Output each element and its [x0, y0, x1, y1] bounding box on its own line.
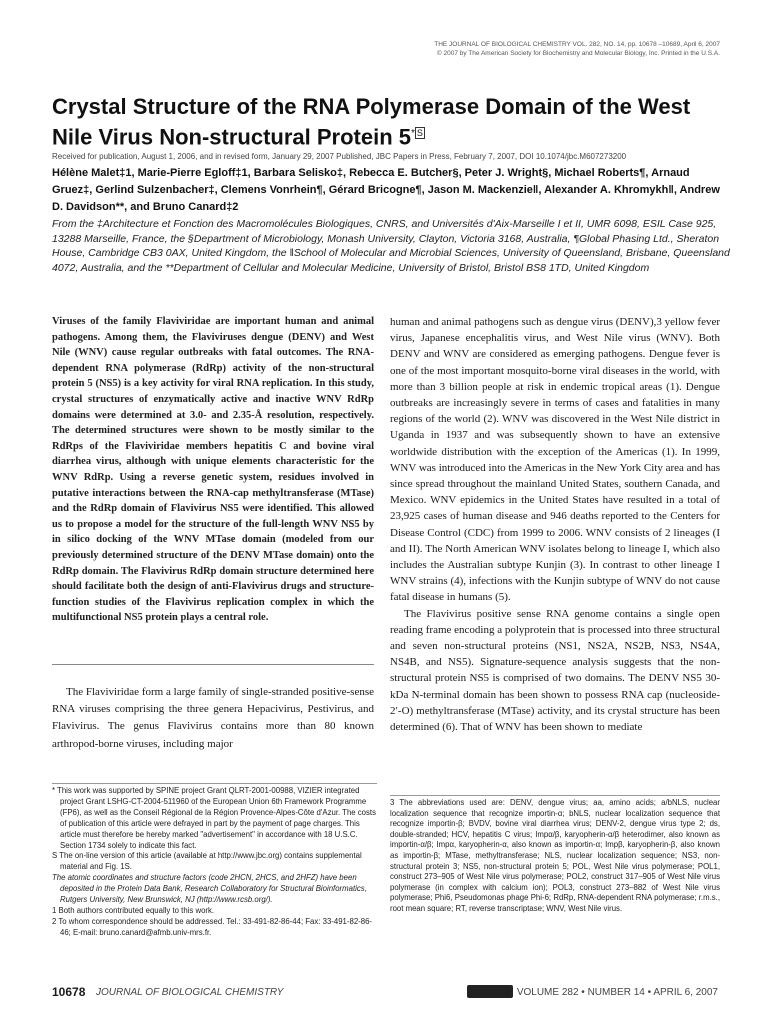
affiliations: From the ‡Architecture et Fonction des Macromolécules Biologiques, CNRS, and Universités d'Aix-Marseille I et II, UMR 6098, ESIL Case 925, 13288 Marseille, France, the §Department of Microbiology, Monash University, Clayton, Victoria 3168, Australia, ¶Global Phasing Ltd., Sheraton House, Cambridge CB3 0AX, United Kingdom, the ‖School of Molecular and Microbial Sciences, University of Queensland, Brisbane, Queensland 4072, Australia, and the **Department of Cellular and Molecular Medicine, University of Bristol, Bristol BS8 1TD, United Kingdom: [52, 218, 730, 274]
equal-contribution-footnote: 1 Both authors contributed equally to this work.: [52, 905, 215, 915]
coordinates-footnote: The atomic coordinates and structure factors (code 2HCN, 2HCS, and 2HFZ) have been deposited in the Protein Data Bank, Research Collaboratory for Structural Bioinformatics, Rutgers University, New Brunswick, NJ (http://www.rcsb.org/).: [52, 873, 367, 905]
footer-journal-name: JOURNAL OF BIOLOGICAL CHEMISTRY: [96, 987, 284, 998]
page-number: 10678: [52, 985, 86, 999]
right-column-body: [390, 314, 720, 735]
abstract: Viruses of the family Flaviviridae are important human and animal pathogens. Among them, the Flaviviruses dengue (DENV) and West Nile (WNV) cause regular outbreaks with fatal outcomes. The RNA-dependent RNA polymerase (RdRp) activity of the non-structural protein 5 (NS5) is a key activity for viral RNA replication. In this study, crystal structures of enzymatically active and inactive WNV RdRp domains were determined at 3.0- and 2.35-Å resolution, respectively. The determined structures were shown to be mostly similar to the RdRps of the Flaviviridae members hepatitis C and bovine viral diarrhea virus, although with unique elements characteristic for the WNV RdRp. Using a reverse genetic system, residues involved in putative interactions between the RNA-cap methyltransferase (MTase) and the RdRp domain of Flavivirus NS5 were identified. This allowed us to propose a model for the structure of the full-length WNV NS5 by in silico docking of the WNV MTase domain (modeled from our previously determined structure of the DENV MTase domain) onto the RdRp domain. The Flavivirus RdRp domain structure determined here should facilitate both the design of anti-Flavivirus drugs and structure-function studies of the Flavivirus replication complex in which the multifunctional NS5 protein plays a central role.: [52, 316, 374, 624]
abbreviations-footnote: 3 The abbreviations used are: DENV, dengue virus; aa, amino acids; a/bNLS, nuclear localization sequence that recognize importin-α; bNLS, nuclear localization sequence that recognize importin-β; BVDV, bovine viral diarrhea virus; DENV-2, dengue virus type 2; ds, double-stranded; HCV, hepatitis C virus; Impα/β, karyopherin-α/β heterodimer, also known as importin-α/β; Impα, karyopherin-α, also known as importin-α; Impβ, karyopherin-β, also known as importin-β; MTase, methyltransferase; NLS, nuclear localization sequence; NS3, non-structural protein 3; NS5, non-structural protein 5; POL, West Nile virus polymerase; POL1, construct 273–905 of West Nile virus polymerase; POL2, construct 317–905 of West Nile virus polymerase (in complex with calcium ion); POL3, construct 273–882 of West Nile virus polymerase; Phi6, Pseudomonas phage Phi-6; RdRp, RNA-dependent RNA polymerase; r.m.s., root mean square; RT, reverse transcriptase; WNV, West Nile virus.: [390, 798, 720, 913]
title-text: Crystal Structure of the RNA Polymerase Domain of the West Nile Virus Non-structural Protein 5: [52, 94, 691, 150]
supplemental-footnote: S The on-line version of this article (available at http://www.jbc.org) contains supplemental material and Fig. 1S.: [52, 851, 362, 872]
copyright-line: © 2007 by The American Society for Biochemistry and Molecular Biology, Inc. Printed in the U.S.A.: [436, 50, 720, 57]
correspondence-footnote: 2 To whom correspondence should be addressed. Tel.: 33-491-82-86-44; Fax: 33-491-82-86-46; E-mail: bruno.canard@afmb.univ-mrs.fr.: [52, 916, 373, 937]
body-paragraph-1: human and animal pathogens such as dengue virus (DENV),3 yellow fever virus, Japanese encephalitis virus, and West Nile virus (WNV). Both DENV and WNV are considered as emerging pathogens. Dengue fever is one of the most important mosquito-borne viral diseases in the world, with more than 3 billion people at risk in endemic tropical areas (1). Dengue outbreaks are increasingly severe in terms of cases and fatalities in many regions of the world (2). WNV was discovered in the West Nile district in Uganda in 1937 and was subsequently shown to have an extensive worldwide distribution with the exception of the Americas (1). In 1999, WNV was introduced into the Americas in the New York City area and has since spread throughout the mainland United States, southern Canada, and Mexico. WNV epidemics in the United States have resulted in a total of 23,925 cases of human disease and 946 deaths reported to the Centers for Disease Control (CDC) from 1999 to 2006. WNV consists of 2 lineages (I and II). The North American WNV isolates belong to lineage I, which also includes the Australian subtype Kunjin (3). In contrast to other lineage I WNV strains (4), infections with the Kunjin subtype of WNV do not cause fatal disease in humans (5).: [390, 316, 720, 604]
journal-header: [300, 40, 720, 58]
abstract-divider: [52, 664, 374, 665]
footer-issue-info: VOLUME 282 • NUMBER 14 • APRIL 6, 2007: [516, 987, 718, 998]
funding-footnote: * This work was supported by SPINE project Grant QLRT-2001-00988, VIZIER integrated project Grant LSHG-CT-2004-511960 of the European Union 6th Framework Programme (FP6), as well as the Conseil Régional de la Région Provence-Alpes-Côte d'Azur. The costs of publication of this article were defrayed in part by the payment of page charges. This article must therefore be hereby marked "advertisement" in accordance with 18 U.S.C. Section 1734 solely to indicate this fact.: [52, 786, 376, 850]
author-list: Hélène Malet‡1, Marie-Pierre Egloff‡1, Barbara Selisko‡, Rebecca E. Butcher§, Peter J. Wright§, Michael Roberts¶, Arnaud Gruez‡, Gerlind Sulzenbacher‡, Clemens Vonrhein¶, Gérard Bricogne¶, Jason M. Mackenzie‖, Alexander A. Khromykh‖, Andrew D. Davidson**, and Bruno Canard‡2: [52, 167, 720, 213]
footnote-divider-left: [52, 783, 377, 784]
title-footnote-mark: *: [411, 128, 415, 139]
footnotes-left: [52, 786, 377, 939]
intro-paragraph-left: The Flaviviridae form a large family of single-stranded positive-sense RNA viruses comprising the three genera Hepacivirus, Pestivirus, and Flavivirus. The genus Flavivirus contains more than 80 known arthropod-borne viruses, including major: [52, 686, 374, 750]
supplemental-icon[interactable]: S: [416, 128, 423, 138]
body-paragraph-2: The Flavivirus positive sense RNA genome contains a single open reading frame encoding a polyprotein that is processed into three structural and seven non-structural proteins (NS1, NS2A, NS2B, NS3, NS4A, NS4B, and NS5). Signature-sequence analysis suggests that the non-structural protein NS5 is comprised of two domains. The DENV NS5 30-kDa N-terminal domain has been shown to possess RNA cap (nucleoside-2′-O) methyltransferase (MTase) activity, and its crystal structure has been determined (6). That of WNV has been shown to mediate: [390, 607, 720, 734]
footnote-divider-right: [390, 795, 720, 796]
article-title: [52, 94, 712, 150]
received-dates: Received for publication, August 1, 2006, and in revised form, January 29, 2007 Published, JBC Papers in Press, February 7, 2007, DOI 10.1074/jbc.M607273200: [52, 152, 627, 161]
journal-citation: THE JOURNAL OF BIOLOGICAL CHEMISTRY VOL. 282, NO. 14, pp. 10678 –10689, April 6, 2007: [434, 41, 720, 48]
